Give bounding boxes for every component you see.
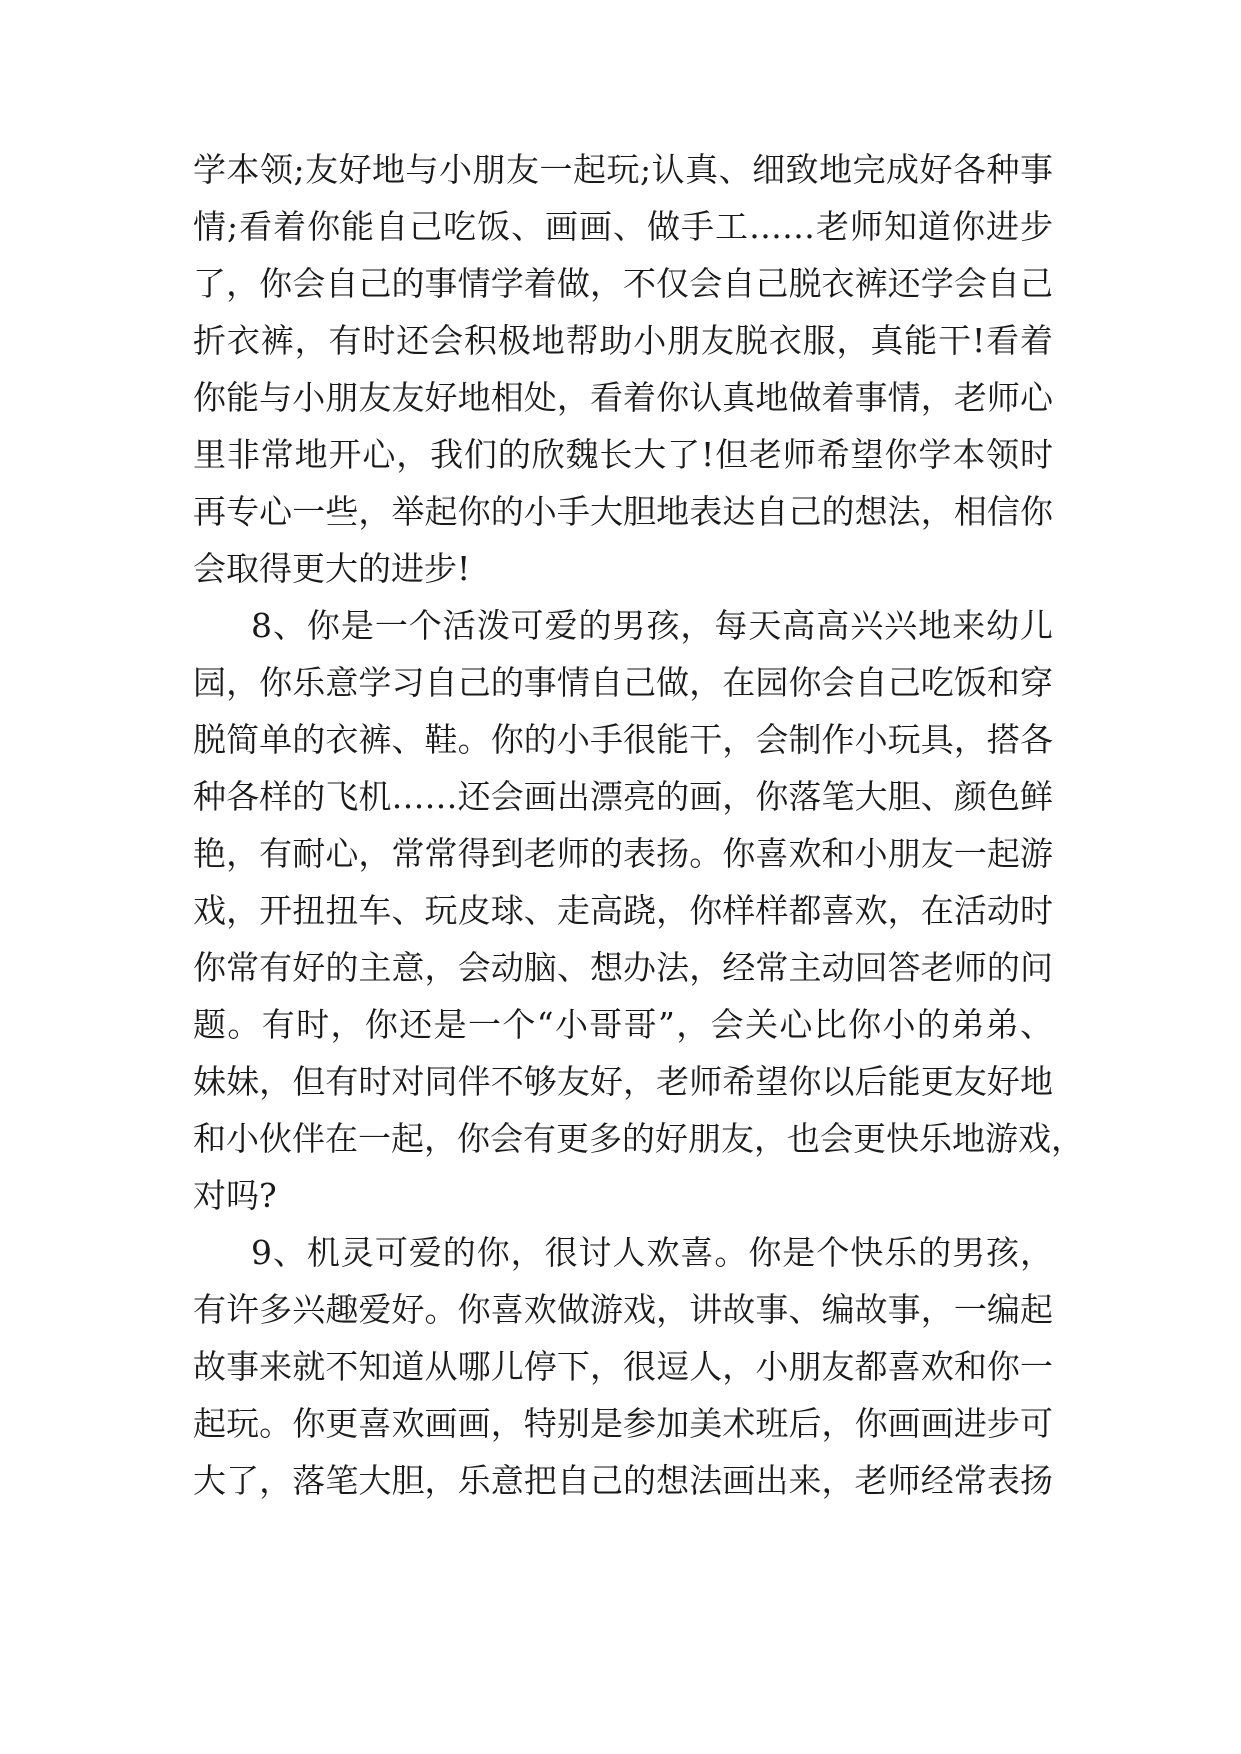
- text-line: 大了，落笔大胆，乐意把自己的想法画出来，老师经常表扬: [193, 1461, 1053, 1500]
- text-line: 对吗?: [193, 1176, 277, 1215]
- text-line: 脱简单的衣裤、鞋。你的小手很能干，会制作小玩具，搭各: [193, 720, 1053, 759]
- text-line: 折衣裤，有时还会积极地帮助小朋友脱衣服，真能干!看着: [193, 321, 1053, 360]
- text-line: 故事来就不知道从哪儿停下，很逗人，小朋友都喜欢和你一: [193, 1347, 1053, 1386]
- paragraph-start-line: 8、你是一个活泼可爱的男孩，每天高高兴兴地来幼儿: [251, 606, 1053, 645]
- text-line: 了，你会自己的事情学着做，不仅会自己脱衣裤还学会自己: [193, 264, 1053, 303]
- text-line: 你能与小朋友友好地相处，看着你认真地做着事情，老师心: [193, 378, 1053, 417]
- text-line: 有许多兴趣爱好。你喜欢做游戏，讲故事、编故事，一编起: [193, 1290, 1053, 1329]
- text-line: 园，你乐意学习自己的事情自己做，在园你会自己吃饭和穿: [193, 663, 1053, 702]
- text-line: 情;看着你能自己吃饭、画画、做手工……老师知道你进步: [193, 207, 1053, 246]
- text-line: 妹妹，但有时对同伴不够友好，老师希望你以后能更友好地: [193, 1062, 1053, 1101]
- text-line: 学本领;友好地与小朋友一起玩;认真、细致地完成好各种事: [193, 150, 1053, 189]
- text-line: 再专心一些，举起你的小手大胆地表达自己的想法，相信你: [193, 492, 1053, 531]
- text-line: 会取得更大的进步!: [193, 549, 471, 588]
- paragraph-start-line: 9、机灵可爱的你，很讨人欢喜。你是个快乐的男孩，: [251, 1233, 1053, 1272]
- text-line: 戏，开扭扭车、玩皮球、走高跷，你样样都喜欢，在活动时: [193, 891, 1053, 930]
- text-line: 题。有时，你还是一个“小哥哥”，会关心比你小的弟弟、: [193, 1005, 1053, 1044]
- text-line: 艳，有耐心，常常得到老师的表扬。你喜欢和小朋友一起游: [193, 834, 1053, 873]
- text-line: 里非常地开心，我们的欣魏长大了!但老师希望你学本领时: [193, 435, 1053, 474]
- text-line: 种各样的飞机……还会画出漂亮的画，你落笔大胆、颜色鲜: [193, 777, 1053, 816]
- text-line: 和小伙伴在一起，你会有更多的好朋友，也会更快乐地游戏，: [193, 1119, 1084, 1158]
- text-line: 你常有好的主意，会动脑、想办法，经常主动回答老师的问: [193, 948, 1053, 987]
- text-line: 起玩。你更喜欢画画，特别是参加美术班后，你画画进步可: [193, 1404, 1053, 1443]
